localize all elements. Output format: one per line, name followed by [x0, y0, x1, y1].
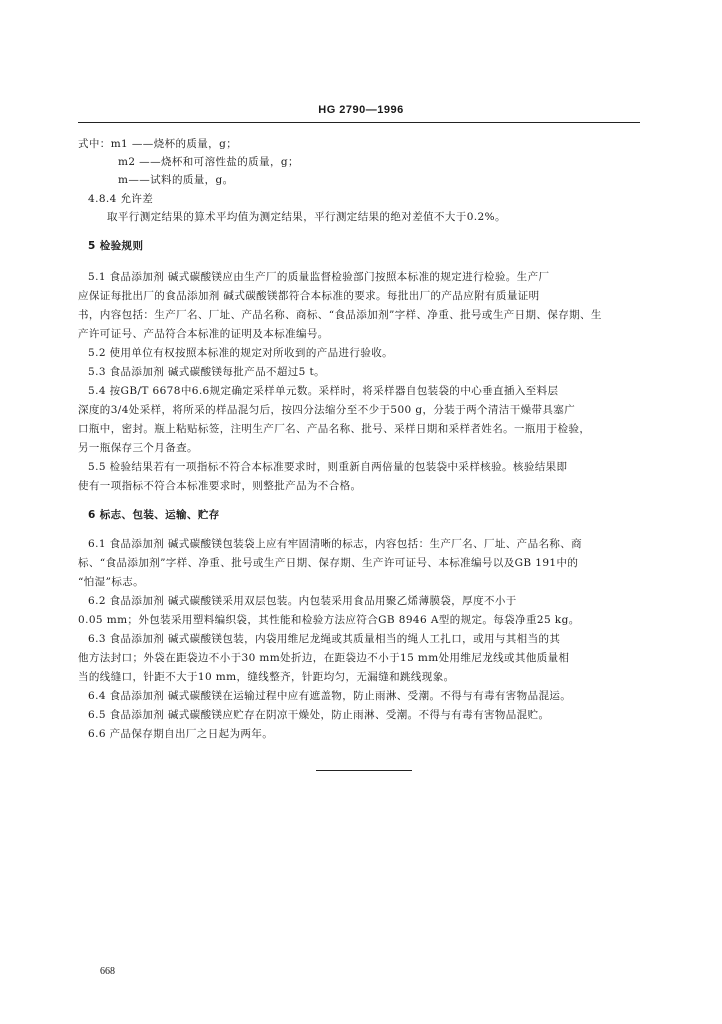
end-of-text-rule — [316, 770, 412, 771]
paragraph-line: 6.2 食品添加剂 碱式碳酸镁采用双层包装。内包装采用食品用聚乙烯薄膜袋，厚度不小于 — [88, 595, 517, 607]
paragraph-line: 6.3 食品添加剂 碱式碳酸镁包装，内袋用维尼龙绳或其质量相当的绳人工扎口，或用与其相当的其 — [88, 633, 561, 645]
formula-line: 式中：m1 ——烧杯的质量，g； — [78, 138, 238, 150]
section-5-heading: 5 检验规则 — [88, 240, 144, 252]
paragraph-line: 书，内容包括：生产厂名、厂址、产品名称、商标、“食品添加剂”字样、净重、批号或生产日期、保存期、生 — [78, 309, 602, 321]
paragraph-line: 当的线缝口，针距不大于10 mm，缝线整齐，针距均匀，无漏缝和跳线现象。 — [78, 671, 455, 683]
paragraph-line: 产许可证号、产品符合本标准的证明及本标准编号。 — [78, 328, 329, 340]
paragraph-line: 深度的3/4处采样，将所采的样品混匀后，按四分法缩分至不少于500 g，分装于两个清洁干燥带具塞广 — [78, 404, 576, 416]
standard-code-header: HG 2790—1996 — [318, 104, 404, 116]
paragraph-line: 6.6 产品保存期自出厂之日起为两年。 — [88, 728, 274, 740]
paragraph-line: 5.3 食品添加剂 碱式碳酸镁每批产品不超过5 t。 — [88, 366, 326, 378]
section-6-heading: 6 标志、包装、运输、贮存 — [88, 509, 220, 521]
header-rule — [78, 122, 640, 123]
paragraph-line: 口瓶中，密封。瓶上粘贴标签，注明生产厂名、产品名称、批号、采样日期和采样者姓名。一瓶用于检验， — [78, 423, 591, 435]
paragraph-line: “怕湿”标志。 — [78, 576, 145, 588]
page-number: 668 — [100, 966, 115, 977]
section-4-8-4-title: 4.8.4 允许差 — [88, 193, 154, 205]
paragraph-line: 5.1 食品添加剂 碱式碳酸镁应由生产厂的质量监督检验部门按照本标准的规定进行检验。生产厂 — [88, 271, 550, 283]
paragraph-line: 应保证每批出厂的食品添加剂 碱式碳酸镁都符合本标准的要求。每批出厂的产品应附有质量证明 — [78, 290, 540, 302]
paragraph-line: 6.4 食品添加剂 碱式碳酸镁在运输过程中应有遮盖物，防止雨淋、受潮。不得与有毒有害物品混运。 — [88, 690, 572, 702]
paragraph-line: 另一瓶保存三个月备查。 — [78, 442, 198, 454]
paragraph-line: 5.4 按GB/T 6678中6.6规定确定采样单元数。采样时，将采样器自包装袋的中心垂直插入至料层 — [88, 385, 559, 397]
paragraph-line: 6.5 食品添加剂 碱式碳酸镁应贮存在阴凉干燥处，防止雨淋、受潮。不得与有毒有害物品混贮。 — [88, 709, 550, 721]
paragraph-line: 5.5 检验结果若有一项指标不符合本标准要求时，则重新自两倍量的包装袋中采样核验。核验结果即 — [88, 461, 568, 473]
section-4-8-4-text: 取平行测定结果的算术平均值为测定结果，平行测定结果的绝对差值不大于0.2%。 — [107, 211, 506, 223]
paragraph-line: 标、“食品添加剂”字样、净重、批号或生产日期、保存期、生产许可证号、本标准编号以及GB 191中的 — [78, 557, 579, 569]
paragraph-line: 5.2 使用单位有权按照本标准的规定对所收到的产品进行验收。 — [88, 347, 394, 359]
paragraph-line: 0.05 mm；外包装采用塑料编织袋，其性能和检验方法应符合GB 8946 A型的规定。每袋净重25 kg。 — [78, 614, 580, 626]
formula-line: m——试料的质量，g。 — [118, 174, 234, 186]
paragraph-line: 使有一项指标不符合本标准要求时，则整批产品为不合格。 — [78, 480, 362, 492]
formula-line: m2 ——烧杯和可溶性盐的质量，g； — [118, 156, 299, 168]
paragraph-line: 6.1 食品添加剂 碱式碳酸镁包装袋上应有牢固清晰的标志，内容包括：生产厂名、厂址、产品名称、商 — [88, 538, 583, 550]
paragraph-line: 他方法封口；外袋在距袋边不小于30 mm处折边，在距袋边不小于15 mm处用维尼龙线或其他质量相 — [78, 652, 570, 664]
